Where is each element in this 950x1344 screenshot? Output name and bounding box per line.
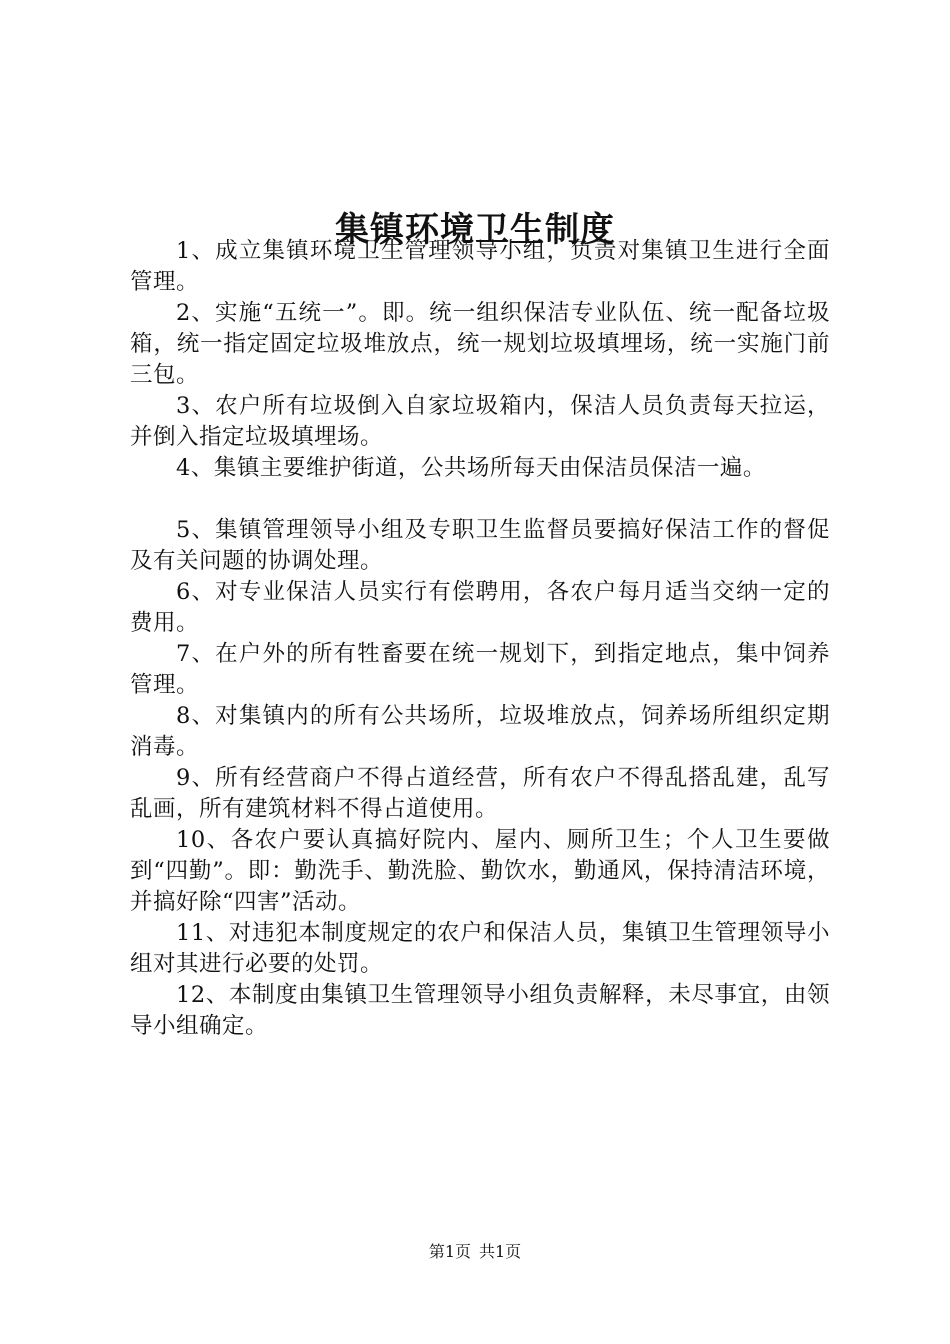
paragraph-12: 12、本制度由集镇卫生管理领导小组负责解释，未尽事宜，由领导小组确定。 bbox=[130, 982, 830, 1039]
document-body bbox=[130, 236, 830, 1042]
paragraph-7: 7、在户外的所有牲畜要在统一规划下，到指定地点，集中饲养管理。 bbox=[130, 641, 830, 698]
paragraph-1: 1、成立集镇环境卫生管理领导小组，负责对集镇卫生进行全面管理。 bbox=[130, 238, 830, 295]
paragraph-4: 4、集镇主要维护街道，公共场所每天由保洁员保洁一遍。 bbox=[176, 455, 766, 481]
document-title: 集镇环境卫生制度 bbox=[335, 209, 615, 250]
paragraph-9: 9、所有经营商户不得占道经营，所有农户不得乱搭乱建，乱写乱画，所有建筑材料不得占道使用。 bbox=[130, 765, 830, 822]
page-total: 共1页 bbox=[479, 1242, 522, 1261]
paragraph-2: 2、实施“五统一”。即。统一组织保洁专业队伍、统一配备垃圾箱，统一指定固定垃圾堆放点，统一规划垃圾填埋场，统一实施门前三包。 bbox=[130, 300, 830, 388]
paragraph-11: 11、对违犯本制度规定的农户和保洁人员，集镇卫生管理领导小组对其进行必要的处罚。 bbox=[130, 920, 830, 977]
paragraph-8: 8、对集镇内的所有公共场所，垃圾堆放点，饲养场所组织定期消毒。 bbox=[130, 703, 830, 760]
paragraph-3: 3、农户所有垃圾倒入自家垃圾箱内，保洁人员负责每天拉运，并倒入指定垃圾填埋场。 bbox=[130, 393, 830, 450]
paragraph-5: 5、集镇管理领导小组及专职卫生监督员要搞好保洁工作的督促及有关问题的协调处理。 bbox=[130, 517, 830, 574]
paragraph-spacer bbox=[130, 484, 830, 515]
paragraph-10: 10、各农户要认真搞好院内、屋内、厕所卫生；个人卫生要做到“四勤”。即：勤洗手、勤洗脸、勤饮水，勤通风，保持清洁环境，并搞好除“四害”活动。 bbox=[130, 827, 830, 915]
page-footer bbox=[0, 1241, 950, 1263]
paragraph-6: 6、对专业保洁人员实行有偿聘用，各农户每月适当交纳一定的费用。 bbox=[130, 579, 830, 636]
page-number: 第1页 bbox=[428, 1242, 471, 1261]
